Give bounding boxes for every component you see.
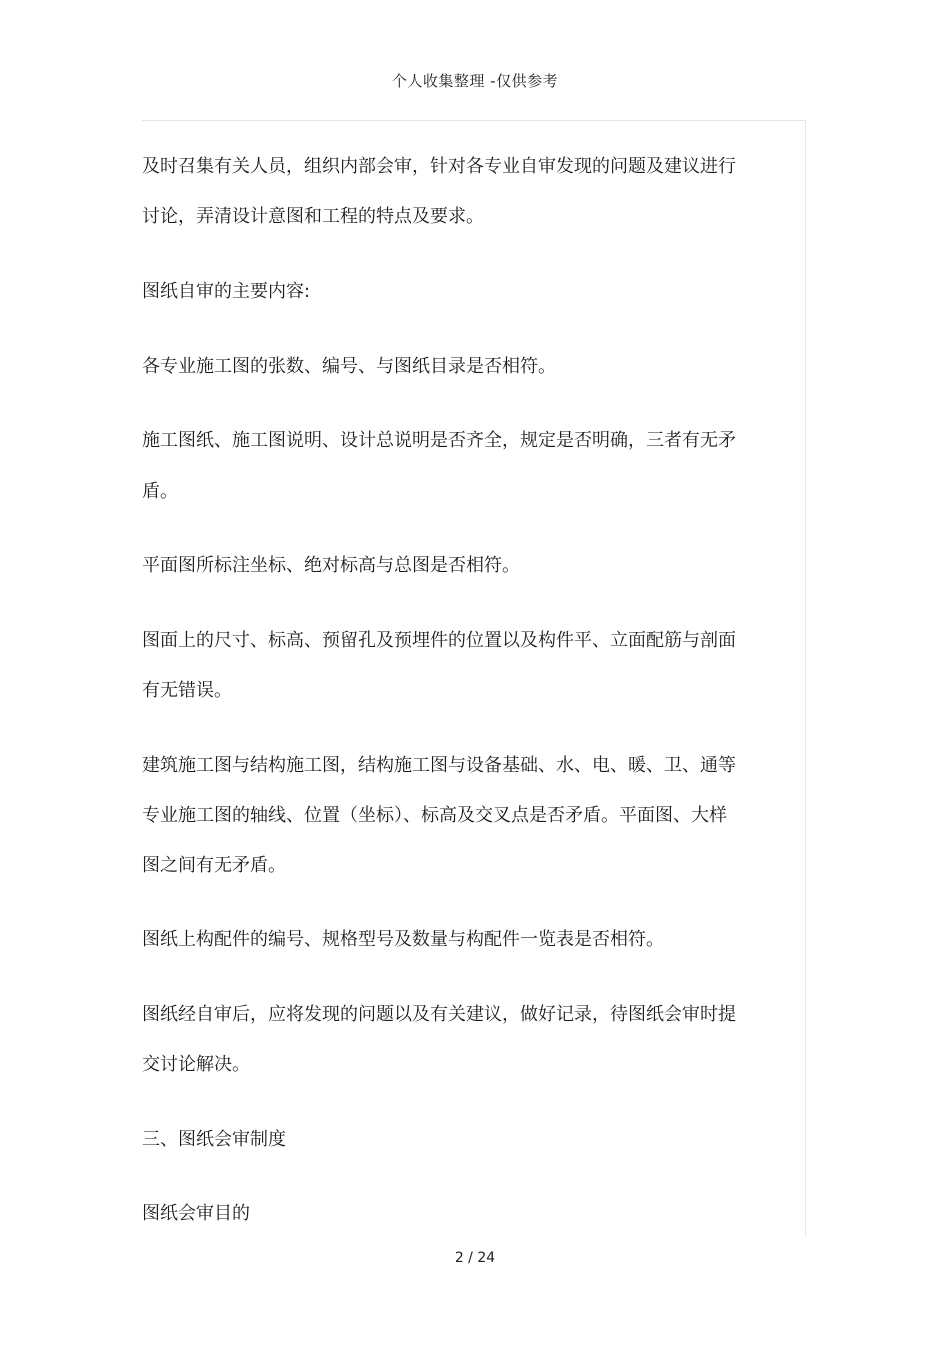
paragraph-line: 施工图纸、施工图说明、设计总说明是否齐全，规定是否明确，三者有无矛 bbox=[142, 430, 736, 451]
paragraph-line: 交讨论解决。 bbox=[142, 1054, 250, 1075]
paragraph-line: 盾。 bbox=[142, 481, 178, 502]
section-heading: 三、图纸会审制度 bbox=[142, 1129, 286, 1150]
page-header: 个人收集整理 -仅供参考 bbox=[391, 72, 559, 90]
paragraph-line: 图纸上构配件的编号、规格型号及数量与构配件一览表是否相符。 bbox=[142, 929, 664, 950]
paragraph-line: 讨论，弄清设计意图和工程的特点及要求。 bbox=[142, 206, 484, 227]
paragraph-line: 各专业施工图的张数、编号、与图纸目录是否相符。 bbox=[142, 356, 556, 377]
paragraph-line: 图纸自审的主要内容: bbox=[142, 281, 311, 302]
paragraph-line: 有无错误。 bbox=[142, 680, 232, 701]
paragraph-line: 图面上的尺寸、标高、预留孔及预埋件的位置以及构件平、立面配筋与剖面 bbox=[142, 630, 736, 651]
subsection-heading: 图纸会审目的 bbox=[142, 1203, 250, 1224]
paragraph-line: 建筑施工图与结构施工图，结构施工图与设备基础、水、电、暖、卫、通等 bbox=[142, 755, 736, 776]
page-number: 2 / 24 bbox=[454, 1250, 496, 1266]
content-frame bbox=[142, 120, 806, 1236]
paragraph-line: 平面图所标注坐标、绝对标高与总图是否相符。 bbox=[142, 555, 520, 576]
paragraph-line: 及时召集有关人员，组织内部会审，针对各专业自审发现的问题及建议进行 bbox=[142, 156, 736, 177]
paragraph-line: 专业施工图的轴线、位置（坐标）、标高及交叉点是否矛盾。平面图、大样 bbox=[142, 805, 727, 826]
paragraph-line: 图纸经自审后，应将发现的问题以及有关建议，做好记录，待图纸会审时提 bbox=[142, 1004, 736, 1025]
paragraph-line: 图之间有无矛盾。 bbox=[142, 855, 286, 876]
